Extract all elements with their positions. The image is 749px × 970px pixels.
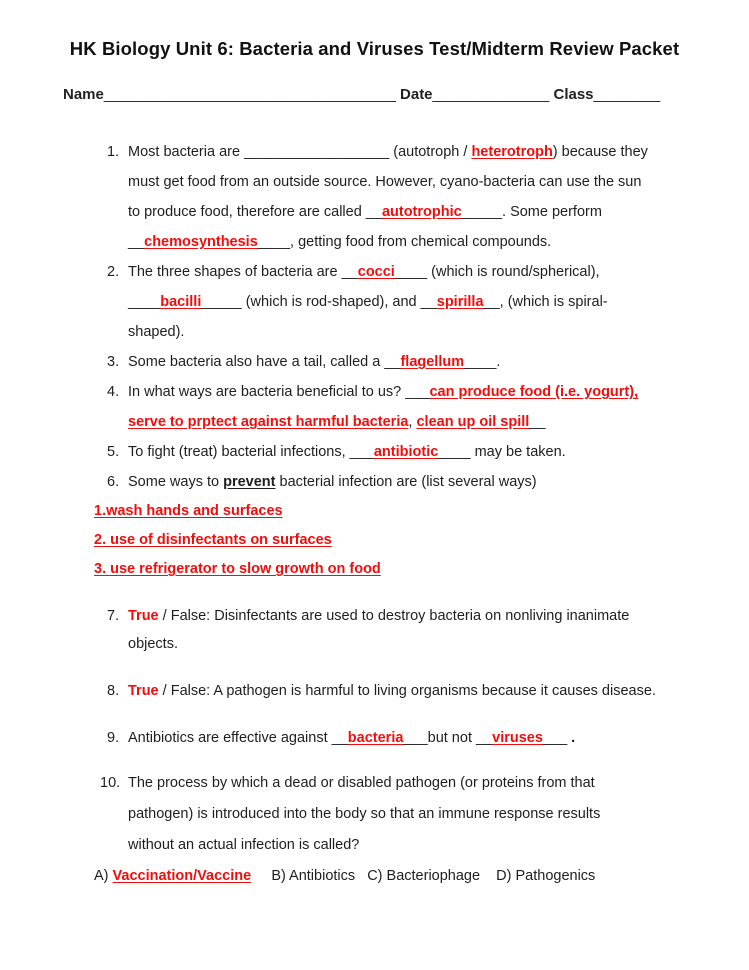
text-line [94, 555, 719, 584]
text-segment: Date [400, 86, 433, 103]
answer-text: antibiotic [373, 444, 439, 460]
text-segment: _____ [201, 294, 242, 310]
question-number: 8. [107, 683, 120, 699]
text-line [94, 526, 719, 555]
text-segment: ____ [128, 294, 161, 310]
answer-text: 3. use refrigerator to slow growth on food [94, 561, 381, 577]
text-segment: ______________ [432, 86, 550, 103]
text-segment: Most bacteria are [128, 144, 245, 160]
text-segment: pathogen) is introduced into the body so that an immune response results [128, 806, 601, 822]
text-line [128, 467, 719, 497]
question-item-4 [100, 377, 719, 437]
text-segment: The process by which a dead or disabled pathogen (or proteins from that [128, 775, 595, 791]
text-segment: A) [94, 868, 113, 884]
document-title: HK Biology Unit 6: Bacteria and Viruses Test/Midterm Review Packet [69, 38, 680, 59]
text-line [128, 167, 719, 197]
text-segment: ___ [349, 444, 374, 460]
question-lines [128, 723, 719, 753]
text-segment: ____ [257, 234, 291, 250]
question-item-5 [100, 437, 719, 467]
question-lines [128, 377, 719, 437]
text-segment: ___ [542, 730, 568, 746]
text-segment: bacterial infection are (list several ways) [275, 474, 537, 490]
question-number: 6. [107, 474, 120, 490]
question-number: 1. [107, 144, 120, 160]
question-item-10 [100, 768, 719, 861]
question-lines [128, 437, 719, 467]
answer-text: spirilla [436, 294, 484, 310]
text-segment: ____ [464, 354, 497, 370]
text-segment: / False: A pathogen is harmful to living organisms because it causes disease. [158, 683, 656, 699]
text-line [128, 602, 719, 630]
text-segment: Name [63, 86, 104, 103]
text-line [128, 227, 719, 257]
answer-text: bacteria [347, 730, 404, 746]
text-segment: ___ [403, 730, 428, 746]
text-segment: , (which is spiral- [499, 294, 608, 310]
question-lines [128, 602, 719, 658]
text-segment: __________________ [244, 144, 390, 160]
text-segment: ____ [438, 444, 471, 460]
text-line [128, 377, 719, 407]
text-segment: but not [427, 730, 476, 746]
answer-text: bacilli [160, 294, 202, 310]
answer-text: can produce food (i.e. yogurt), [429, 384, 639, 400]
text-line [128, 437, 719, 467]
text-segment: __ [384, 354, 401, 370]
text-segment: ___ [405, 384, 430, 400]
question-lines [128, 676, 719, 706]
text-segment: without an actual infection is called? [128, 837, 360, 853]
text-block [94, 861, 719, 891]
text-line [128, 257, 719, 287]
text-segment: Antibiotics are effective against [128, 730, 332, 746]
text-segment: ____ [394, 264, 428, 280]
text-segment: The three shapes of bacteria are [128, 264, 342, 280]
text-segment: , [408, 414, 417, 430]
question-number: 9. [107, 730, 120, 746]
text-segment: may be taken. [470, 444, 566, 460]
question-lines [94, 497, 719, 584]
name-date-class-line [63, 84, 686, 106]
text-segment: __ [420, 294, 437, 310]
answer-text: Vaccination/Vaccine [112, 868, 252, 884]
text-segment: . Some perform [502, 204, 602, 220]
document-body [0, 137, 749, 891]
text-segment: (autotroph / [389, 144, 472, 160]
question-item-6 [100, 467, 719, 497]
text-segment: / False: Disinfectants are used to destroy bacteria on nonliving inanimate [158, 608, 630, 624]
text-block [94, 497, 719, 584]
spacer [100, 658, 719, 676]
text-line [128, 676, 719, 706]
text-line [128, 630, 719, 658]
text-line [94, 861, 719, 891]
emphasis-text: prevent [223, 474, 276, 490]
text-segment: __ [483, 294, 500, 310]
text-segment: (which is round/spherical), [427, 264, 600, 280]
question-number: 10. [100, 775, 121, 791]
text-line [128, 197, 719, 227]
text-line [128, 799, 719, 830]
text-segment: . [571, 730, 576, 746]
answer-text: 2. use of disinfectants on surfaces [94, 532, 332, 548]
text-segment: __ [529, 414, 546, 430]
text-line [128, 768, 719, 799]
answer-text: serve to prptect against harmful bacteria [128, 414, 409, 430]
text-line [128, 317, 719, 347]
question-lines [128, 257, 719, 347]
text-segment: Some bacteria also have a tail, called a [128, 354, 385, 370]
answer-text: cocci [357, 264, 395, 280]
text-segment: , getting food from chemical compounds. [290, 234, 552, 250]
text-segment: ________ [593, 86, 661, 103]
text-segment: In what ways are bacteria beneficial to us? [128, 384, 406, 400]
question-lines [128, 467, 719, 497]
text-segment: Class [553, 86, 594, 103]
text-line [128, 830, 719, 861]
text-line [94, 497, 719, 526]
text-segment: ___________________________________ [103, 86, 396, 103]
answer-text: viruses [492, 730, 543, 746]
question-item-1 [100, 137, 719, 257]
question-lines [128, 768, 719, 861]
text-segment: objects. [128, 636, 178, 652]
question-item-2 [100, 257, 719, 347]
question-number: 3. [107, 354, 120, 370]
text-segment: __ [341, 264, 358, 280]
text-segment: __ [476, 730, 493, 746]
text-segment: To fight (treat) bacterial infections, [128, 444, 350, 460]
text-segment: __ [365, 204, 382, 220]
answer-text: heterotroph [471, 144, 553, 160]
text-segment: (which is rod-shaped), and [241, 294, 421, 310]
question-item-9 [100, 723, 719, 753]
answer-text: True [128, 683, 159, 699]
question-number: 5. [107, 444, 120, 460]
spacer [100, 753, 719, 768]
answer-text: True [128, 608, 159, 624]
text-line [128, 407, 719, 437]
spacer [100, 706, 719, 723]
text-line [128, 347, 719, 377]
text-segment: ) because they [552, 144, 648, 160]
text-segment: . [496, 354, 501, 370]
text-segment: Some ways to [128, 474, 224, 490]
text-segment: B) Antibiotics C) Bacteriophage D) Pathogenics [251, 868, 596, 884]
question-lines [128, 347, 719, 377]
question-number: 4. [107, 384, 120, 400]
answer-text: clean up oil spill [416, 414, 530, 430]
text-segment: _____ [461, 204, 503, 220]
question-item-7 [100, 602, 719, 658]
text-segment: to produce food, therefore are called [128, 204, 366, 220]
question-item-8 [100, 676, 719, 706]
question-lines [94, 861, 719, 891]
question-number: 7. [107, 608, 120, 624]
question-lines [128, 137, 719, 257]
text-segment: shaped). [128, 324, 185, 340]
text-line [128, 287, 719, 317]
spacer [100, 584, 719, 602]
answer-text: autotrophic [381, 204, 462, 220]
answer-text: chemosynthesis [144, 234, 258, 250]
text-line [128, 723, 719, 753]
question-item-3 [100, 347, 719, 377]
text-segment: __ [128, 234, 145, 250]
question-number: 2. [107, 264, 120, 280]
text-line [128, 137, 719, 167]
answer-text: flagellum [400, 354, 465, 370]
answer-text: 1.wash hands and surfaces [94, 503, 283, 519]
text-segment: must get food from an outside source. However, cyano-bacteria can use the sun [128, 174, 642, 190]
text-segment: __ [331, 730, 348, 746]
